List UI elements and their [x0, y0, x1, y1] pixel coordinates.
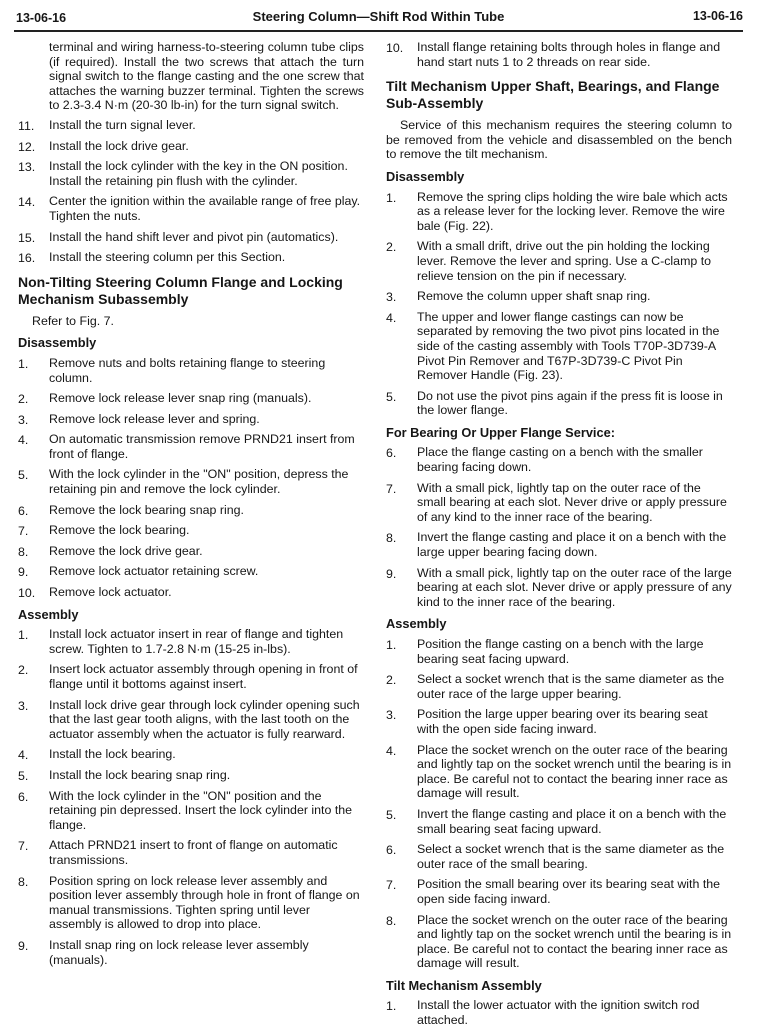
- list-item: [18, 412, 364, 427]
- step-text: On automatic transmission remove PRND21 insert from front of flange.: [49, 432, 355, 461]
- list-item: [386, 707, 732, 736]
- step-number: 12.: [18, 139, 36, 154]
- step-number: 8.: [386, 913, 397, 928]
- list-item: [386, 389, 732, 418]
- step-text: Position the large upper bearing over its bearing seat with the open side facing inward.: [417, 707, 708, 736]
- step-text: Install the lock cylinder with the key in the ON position. Install the retaining pin flush with the cylinder.: [49, 159, 348, 188]
- step-number: 1.: [386, 999, 397, 1014]
- disassembly-steps-list: [386, 190, 732, 418]
- list-item: [18, 938, 364, 967]
- step-text: Install the lower actuator with the ignition switch rod attached.: [417, 998, 700, 1028]
- step-text: Install the lock drive gear.: [49, 138, 189, 153]
- step-number: 3.: [386, 708, 397, 723]
- list-item: [18, 159, 364, 188]
- step-number: 8.: [18, 874, 29, 889]
- page-number-left: 13-06-16: [16, 11, 67, 25]
- step-text: Remove lock actuator retaining screw.: [49, 564, 259, 579]
- step-number: 9.: [18, 938, 29, 953]
- step-text: Place the flange casting on a bench with the smaller bearing facing down.: [417, 445, 703, 475]
- page-title: Steering Column—Shift Rod Within Tube: [252, 9, 505, 24]
- step-text: With a small drift, drive out the pin holding the locking lever. Remove the lever and spring. Use a C-clamp to relieve tension on the pin if necessary.: [417, 239, 712, 283]
- left-column: [18, 40, 364, 973]
- step-text: Install the hand shift lever and pivot pin (automatics).: [49, 229, 339, 244]
- list-item: [18, 118, 364, 133]
- step-number: 2.: [386, 240, 397, 255]
- step-text: Insert lock actuator assembly through opening in front of flange until it bottoms against insert.: [49, 662, 358, 691]
- list-item: [386, 842, 732, 871]
- step-number: 8.: [18, 544, 29, 559]
- list-item: [18, 662, 364, 691]
- page-number-right: 13-06-16: [692, 9, 743, 23]
- list-item: [18, 523, 364, 538]
- refer-text: Refer to Fig. 7.: [32, 313, 114, 328]
- list-item: [386, 807, 732, 836]
- step-text: Remove the lock bearing.: [49, 523, 190, 538]
- step-text: Install snap ring on lock release lever assembly (manuals).: [49, 937, 309, 967]
- page-header: [14, 4, 743, 32]
- step-text: Position the small bearing over its bearing seat with the open side facing inward.: [417, 877, 721, 906]
- assembly-steps-list: [18, 627, 364, 967]
- step-text: Select a socket wrench that is the same diameter as the outer race of the small bearing.: [417, 842, 725, 871]
- list-item: [18, 391, 364, 406]
- step-number: 16.: [18, 251, 36, 266]
- step-text: Remove nuts and bolts retaining flange to steering column.: [49, 355, 326, 385]
- step-number: 3.: [18, 412, 29, 427]
- step-text: With a small pick, lightly tap on the outer race of the large bearing at each slot. Never drive or apply pressure of any kind to the inner race of the bearing.: [417, 565, 732, 609]
- step-text: Place the socket wrench on the outer race of the bearing and lightly tap on the socket wrench until the bearing is in place. Be careful not to contact the bearing inner race as damage will result.: [417, 742, 732, 801]
- list-item: [386, 877, 732, 906]
- step-number: 10.: [386, 41, 404, 55]
- step-text: Remove the lock drive gear.: [49, 543, 203, 558]
- step-number: 11.: [18, 118, 35, 133]
- service-paragraph: Service of this mechanism requires the steering column to be removed from the vehicle and disassembled on the bench to remove the tilt mechanism.: [386, 118, 732, 162]
- list-item: [18, 747, 364, 762]
- step-text: Remove the lock bearing snap ring.: [49, 502, 244, 517]
- step-text: Place the socket wrench on the outer race of the bearing and lightly tap on the socket wrench until the bearing is in place. Be careful not to contact the bearing inner race as damage will result.: [417, 912, 732, 971]
- continued-paragraph: terminal and wiring harness-to-steering column tube clips (if required). Install the two screws that attach the turn signal switch to the flange casting and the one screw that attaches the warning buzzer terminal. Tighten the screws to 2.3-3.4 N·m (20-30 lb-in) for the turn signal switch.: [49, 40, 364, 113]
- step-number: 5.: [18, 768, 29, 783]
- step-number: 9.: [18, 565, 29, 580]
- list-item: [386, 40, 732, 69]
- list-item: [386, 998, 732, 1027]
- step-number: 13.: [18, 160, 36, 175]
- disassembly-steps-list: [18, 356, 364, 600]
- step-number: 6.: [18, 503, 29, 518]
- step-number: 6.: [18, 789, 29, 804]
- step-number: 1.: [18, 356, 29, 371]
- list-item: [18, 627, 364, 656]
- list-item: [386, 481, 732, 525]
- step-text: Remove the spring clips holding the wire bale which acts as a release lever for the locking lever. Remove the wire bale (Fig. 22).: [417, 189, 728, 233]
- step-text: Remove the column upper shaft snap ring.: [417, 289, 651, 304]
- step-text: With a small pick, lightly tap on the outer race of the small bearing at each slot. Never drive or apply pressure of any kind to the inner race of the bearing.: [417, 480, 727, 524]
- step-text: Position spring on lock release lever assembly and position lever assembly through hole in front of flange on manual transmissions. Tighten spring until lever assembly is allowed to drop into place.: [49, 873, 360, 932]
- step-text: Select a socket wrench that is the same diameter as the outer race of the large upper bearing.: [417, 672, 725, 701]
- list-item: [18, 250, 364, 265]
- step-text: Install lock actuator insert in rear of flange and tighten screw. Tighten to 1.7-2.8 N·m (15-25 in-lbs).: [49, 627, 344, 656]
- step-number: 1.: [18, 628, 29, 643]
- step-number: 2.: [18, 663, 29, 678]
- step-number: 7.: [18, 839, 29, 854]
- step-number: 4.: [386, 310, 397, 325]
- list-item: [386, 672, 732, 701]
- step-number: 10.: [18, 586, 36, 601]
- disassembly-heading: Disassembly: [386, 168, 465, 184]
- step-number: 4.: [18, 748, 29, 763]
- step-text: Remove lock release lever and spring.: [49, 411, 260, 426]
- step-text: Install flange retaining bolts through holes in flange and hand start nuts 1 to 2 threads on rear side.: [417, 40, 721, 69]
- step-text: Install the steering column per this Section.: [49, 250, 286, 265]
- list-item: [18, 564, 364, 579]
- list-item: [18, 467, 364, 496]
- step-number: 3.: [386, 290, 397, 305]
- bearing-service-steps-list: [386, 445, 732, 609]
- step-text: Position the flange casting on a bench with the large bearing seat facing upward.: [417, 637, 704, 666]
- assembly-heading: Assembly: [18, 606, 79, 622]
- assembly-heading: Assembly: [386, 616, 447, 632]
- step-text: Install the lock bearing snap ring.: [49, 767, 231, 782]
- bearing-service-heading: For Bearing Or Upper Flange Service:: [386, 424, 615, 440]
- list-item: [386, 530, 732, 559]
- assembly-steps-list: [386, 637, 732, 971]
- step-number: 15.: [18, 230, 36, 245]
- section-heading-tilt-mechanism: Tilt Mechanism Upper Shaft, Bearings, and Flange Sub-Assembly: [386, 78, 720, 112]
- list-item: [18, 432, 364, 461]
- step-number: 4.: [18, 433, 29, 448]
- list-item: [386, 566, 732, 610]
- list-item: [18, 356, 364, 385]
- list-item: [386, 310, 732, 383]
- list-item: [386, 445, 732, 474]
- step-text: Install the lock bearing.: [49, 747, 176, 762]
- step-number: 5.: [386, 389, 397, 404]
- step-number: 3.: [18, 698, 29, 713]
- list-item: [18, 503, 364, 518]
- list-item: [386, 743, 732, 801]
- tilt-assembly-heading: Tilt Mechanism Assembly: [386, 977, 542, 993]
- list-item: [18, 768, 364, 783]
- list-item: [386, 190, 732, 234]
- step-number: 7.: [18, 524, 29, 539]
- step-text: Center the ignition within the available range of free play. Tighten the nuts.: [49, 194, 361, 223]
- step-text: Install lock drive gear through lock cylinder opening such that the last gear tooth aligns, with the last tooth on the actuator assembly when the actuator is fully rearward.: [49, 697, 360, 741]
- step-number: 2.: [386, 673, 397, 688]
- step-number: 7.: [386, 481, 397, 496]
- step-number: 2.: [18, 392, 29, 407]
- list-item: [18, 230, 364, 245]
- step-number: 14.: [18, 195, 36, 210]
- step-number: 5.: [386, 807, 397, 822]
- step-text: With the lock cylinder in the "ON" position and the retaining pin depressed. Insert the lock cylinder into the flange.: [49, 788, 353, 832]
- tilt-assembly-steps-list: [386, 998, 732, 1027]
- list-item: [386, 289, 732, 304]
- step-number: 6.: [386, 446, 397, 461]
- step-number: 1.: [386, 638, 397, 652]
- list-item: [18, 874, 364, 932]
- list-item: [386, 637, 732, 666]
- step-text: Remove lock actuator.: [49, 585, 172, 600]
- step-number: 1.: [386, 190, 397, 205]
- step-number: 4.: [386, 743, 397, 758]
- install-steps-list: [18, 118, 364, 265]
- step-number: 8.: [386, 531, 397, 546]
- step-number: 7.: [386, 878, 397, 893]
- step-text: Attach PRND21 insert to front of flange on automatic transmissions.: [49, 838, 338, 867]
- right-column: [386, 40, 732, 1034]
- list-item: [18, 544, 364, 559]
- disassembly-heading: Disassembly: [18, 335, 97, 351]
- step-text: Remove lock release lever snap ring (manuals).: [49, 391, 312, 406]
- step-number: 6.: [386, 843, 397, 858]
- list-item: [18, 194, 364, 223]
- step-text: Invert the flange casting and place it on a bench with the large upper bearing facing down.: [417, 530, 727, 560]
- list-item: [18, 139, 364, 154]
- list-item: [18, 838, 364, 867]
- step-text: Do not use the pivot pins again if the press fit is loose in the lower flange.: [417, 388, 723, 418]
- list-item: [18, 698, 364, 742]
- step-text: With the lock cylinder in the "ON" position, depress the retaining pin and remove the lock cylinder.: [49, 467, 349, 497]
- list-item: [386, 913, 732, 971]
- step-number: 9.: [386, 566, 397, 581]
- list-item: [18, 789, 364, 833]
- step-number: 5.: [18, 468, 29, 483]
- step-text: Install the turn signal lever.: [49, 117, 196, 132]
- section-heading-non-tilting: Non-Tilting Steering Column Flange and Locking Mechanism Subassembly: [18, 273, 343, 307]
- install-flange-steps-list: [386, 40, 732, 69]
- step-text: Invert the flange casting and place it on a bench with the small bearing seat facing upward.: [417, 806, 727, 836]
- step-text: The upper and lower flange castings can now be separated by removing the two pivot pins located in the side of the casting assembly with Tools T70P-3D739-A Pivot Pin Remover and T67P-3D739-C Pivot Pin Remover Handle (Fig. 23).: [417, 309, 720, 383]
- list-item: [18, 585, 364, 600]
- list-item: [386, 239, 732, 283]
